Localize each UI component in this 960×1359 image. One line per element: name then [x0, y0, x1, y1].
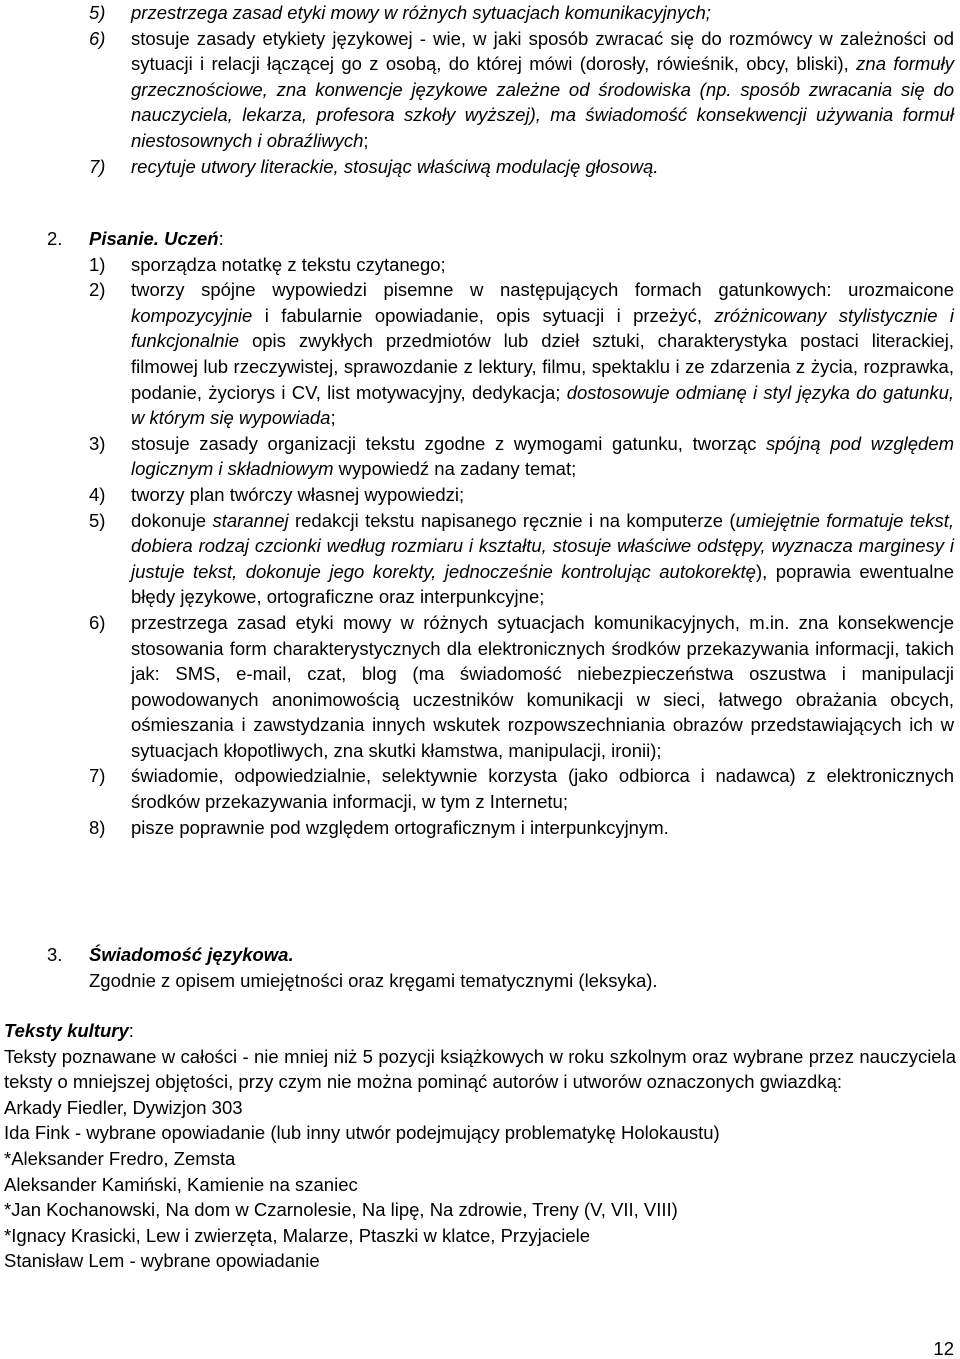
language-awareness-section [0, 942, 960, 993]
section-heading [0, 226, 960, 252]
text-run-italic: kompozycyjnie [131, 304, 253, 326]
list-item [0, 154, 960, 180]
reading-list-item: Arkady Fiedler, Dywizjon 303 [4, 1096, 243, 1118]
section-title: Teksty kultury [4, 1020, 129, 1041]
text-run: ; [363, 129, 369, 151]
text-run-italic: dostosowuje odmianę i styl języka do gatunku, w którym się wypowiada [131, 381, 954, 429]
item-number: 6) [89, 611, 106, 633]
item-number: 4) [89, 483, 106, 505]
text-run: stosuje zasady organizacji tekstu zgodne z wymogami gatunku, tworząc [131, 432, 767, 454]
list-item [0, 26, 960, 154]
reading-list-item: *Ignacy Krasicki, Lew i zwierzęta, Malarze, Ptaszki w klatce, Przyjaciele [4, 1224, 591, 1246]
item-text [131, 431, 954, 482]
item-number: 5) [89, 2, 106, 23]
text-run-italic: zna formuły grzecznościowe, zna konwencje językowe zależne od środowiska (np. sposób zwracania się do nauczyciela, lekarza, profesora szkoły wyższej), ma świadomość konsekwencji używania formuł niestosownych i obraźliwych [131, 53, 954, 151]
colon: : [128, 1020, 134, 1041]
item-text: świadomie, odpowiedzialnie, selektywnie korzysta (jako odbiorca i nadawca) z elektronicznych środków przekazywania informacji, w tym z Internetu; [131, 765, 954, 813]
section-number: 2. [47, 228, 63, 249]
section-text: Zgodnie z opisem umiejętności oraz kręgami tematycznymi (leksyka). [89, 969, 658, 991]
section-heading [4, 1018, 956, 1044]
page-number: 12 [933, 1338, 954, 1359]
section-subject: Uczeń [164, 228, 219, 249]
list-item [0, 482, 960, 508]
item-text: pisze poprawnie pod względem ortograficznym i interpunkcyjnym. [131, 816, 669, 838]
item-number: 3) [89, 432, 106, 454]
list-item [0, 610, 960, 764]
text-run: redakcji tekstu napisanego ręcznie i na komputerze ( [288, 509, 736, 531]
list-item [0, 277, 960, 431]
text-run: tworzy spójne wypowiedzi pisemne w następujących formach gatunkowych: urozmaicone [131, 279, 954, 301]
culture-texts-section [4, 1018, 956, 1274]
reading-list-item: Aleksander Kamiński, Kamienie na szaniec [4, 1173, 358, 1195]
list-item [0, 0, 960, 26]
list-item [0, 763, 960, 814]
item-text: przestrzega zasad etyki mowy w różnych sytuacjach komunikacyjnych, m.in. zna konsekwencje stosowania form charakterystycznych dla elektronicznych środków przekazywania informacji, takich jak: SMS, e-mail, czat, blog (ma świadomość niebezpieczeństwa oszustwa i manipulacji powodowanych anonimowością uczestników komunikacji w sieci, łatwego obrażania obcych, ośmieszania i zawstydzania innych wskutek rozpowszechniania obrazów przedstawiających ich w sytuacjach kłopotliwych, zna skutki kłamstwa, manipulacji, ironii); [131, 611, 954, 761]
text-run: ; [330, 407, 336, 429]
text-run: i fabularnie opowiadanie, opis sytuacji i przeżyć, [252, 304, 715, 326]
text-run: opis zwykłych przedmiotów lub dzieł sztuki, charakterystyka postaci literackiej, filmowej lub rzeczywistej, sprawozdanie z lektury, filmu, spektaklu i ze zdarzenia z życia, rozprawka, podanie, życiorys i CV, list motywacyjny, dedykacja; [131, 330, 954, 403]
item-text [131, 508, 954, 610]
list-item [0, 508, 960, 610]
text-run: dokonuje [131, 509, 213, 531]
colon: : [218, 228, 224, 249]
text-run-italic: starannej [212, 509, 289, 531]
reading-list-item: Ida Fink - wybrane opowiadanie (lub inny utwór podejmujący problematykę Holokaustu) [4, 1122, 720, 1144]
item-text: przestrzega zasad etyki mowy w różnych sytuacjach komunikacyjnych; [131, 2, 711, 23]
text-run-italic: zróżnicowany stylistycznie i funkcjonalnie [131, 304, 954, 352]
item-text [131, 26, 954, 154]
list-item [0, 815, 960, 841]
item-text: sporządza notatkę z tekstu czytanego; [131, 253, 446, 275]
item-number: 8) [89, 816, 106, 838]
item-text: tworzy plan twórczy własnej wypowiedzi; [131, 483, 465, 505]
item-number: 5) [89, 509, 106, 531]
reading-list-item: *Aleksander Fredro, Zemsta [4, 1147, 236, 1169]
reading-list-item: Stanisław Lem - wybrane opowiadanie [4, 1250, 320, 1272]
writing-section [0, 226, 960, 840]
item-number: 2) [89, 279, 106, 301]
section-heading [0, 942, 960, 968]
text-run: ), poprawia ewentualne błędy językowe, ortograficzne oraz interpunkcyjne; [131, 560, 954, 608]
section-title: Pisanie. [89, 228, 159, 249]
speaking-skills-list [0, 0, 960, 179]
item-text: recytuje utwory literackie, stosując właściwą modulację głosową. [131, 155, 659, 177]
intro-paragraph: Teksty poznawane w całości - nie mniej niż 5 pozycji książkowych w roku szkolnym oraz wybrane przez nauczyciela teksty o mniejszej objętości, przy czym nie można pominąć autorów i utworów oznaczonych gwiazdką: [4, 1045, 956, 1093]
item-number: 7) [89, 765, 106, 787]
list-item [0, 252, 960, 278]
reading-list-item: *Jan Kochanowski, Na dom w Czarnolesie, Na lipę, Na zdrowie, Treny (V, VII, VIII) [4, 1199, 678, 1221]
list-item [0, 431, 960, 482]
section-number: 3. [47, 944, 63, 965]
text-run: wypowiedź na zadany temat; [333, 458, 577, 480]
item-number: 1) [89, 253, 106, 275]
text-run-italic: umiejętnie formatuje tekst, dobiera rodzaj czcionki według rozmiaru i kształtu, stosuje właściwe odstępy, wyznacza marginesy i justuje tekst, dokonuje jego korekty, jednocześnie kontrolując autokorektę [131, 509, 954, 582]
text-run: stosuje zasady etykiety językowej - wie, w jaki sposób zwracać się do rozmówcy w zależności od sytuacji i relacji łączącej go z osobą, do której mówi (dorosły, rówieśnik, obcy, bliski), [131, 27, 954, 75]
item-text [131, 277, 954, 431]
item-number: 7) [89, 155, 106, 177]
item-number: 6) [89, 27, 106, 49]
section-title: Świadomość językowa. [89, 944, 294, 965]
text-run-italic: spójną pod względem logicznym i składniowym [131, 432, 954, 480]
